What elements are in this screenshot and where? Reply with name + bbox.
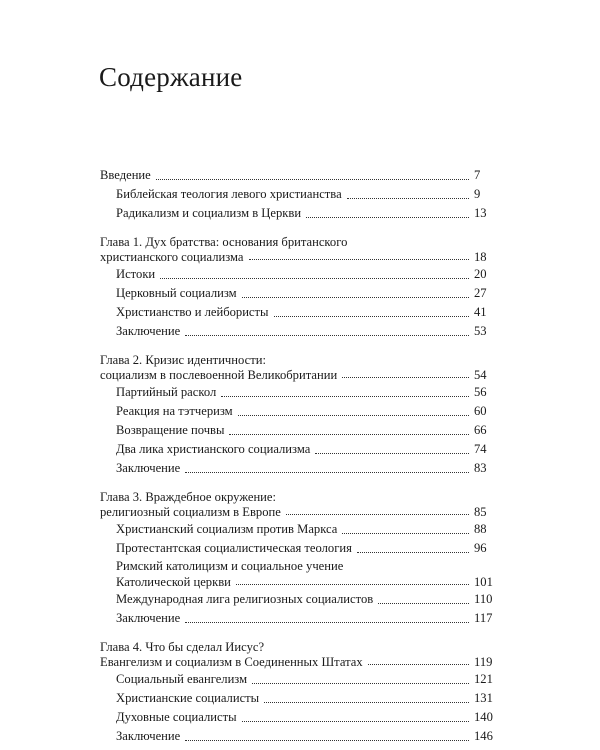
chapter-2-title-line-1: Глава 2. Кризис идентичности: — [100, 353, 266, 367]
toc-entry-label: христианского социализма — [100, 250, 244, 264]
toc-entry-label: Христианство и лейбористы — [116, 305, 269, 319]
toc-subentry[interactable] — [100, 204, 496, 223]
toc-page-number: 53 — [474, 324, 487, 338]
toc-page-number: 101 — [474, 575, 493, 589]
leader-dots — [274, 316, 470, 317]
toc-subentry[interactable] — [100, 520, 496, 539]
leader-dots — [185, 472, 469, 473]
leader-dots — [342, 533, 469, 534]
page-title: Содержание — [99, 62, 243, 92]
toc-entry-label: Христианский социализм против Маркса — [116, 522, 338, 536]
toc-entry-chapter-1[interactable] — [100, 250, 496, 265]
toc-entry-chapter-2[interactable] — [100, 368, 496, 383]
toc-subentry[interactable] — [100, 689, 496, 708]
toc-entry-label: Католической церкви — [116, 575, 231, 589]
leader-dots — [357, 552, 469, 553]
toc-entry-label: Социальный евангелизм — [116, 672, 248, 686]
leader-dots — [306, 217, 469, 218]
leader-dots — [221, 396, 469, 397]
toc-subentry[interactable] — [100, 265, 496, 284]
toc-subentry[interactable] — [100, 539, 496, 558]
toc-entry-label: Духовные социалисты — [116, 710, 237, 724]
toc-page-number: 83 — [474, 461, 487, 475]
toc-entry-chapter-4[interactable] — [100, 655, 496, 670]
toc-subentry-line-1: Римский католицизм и социальное учение — [116, 559, 344, 573]
toc-page-number: 60 — [474, 404, 487, 418]
leader-dots — [242, 297, 469, 298]
toc-page-number: 140 — [474, 710, 493, 724]
leader-dots — [264, 702, 469, 703]
toc-entry-label: Реакция на тэтчеризм — [116, 404, 233, 418]
toc-entry-label: Истоки — [116, 267, 156, 281]
toc-subentry[interactable] — [100, 575, 496, 590]
toc-subentry[interactable] — [100, 402, 496, 421]
table-of-contents — [100, 166, 496, 746]
toc-page-number: 27 — [474, 286, 487, 300]
leader-dots — [156, 179, 469, 180]
toc-entry-label: Возвращение почвы — [116, 423, 225, 437]
leader-dots — [236, 584, 469, 585]
chapter-4-title-line-1: Глава 4. Что бы сделал Иисус? — [100, 640, 265, 654]
leader-dots — [185, 740, 469, 741]
toc-subentry[interactable] — [100, 590, 496, 609]
leader-dots — [342, 377, 469, 378]
toc-subentry[interactable] — [100, 440, 496, 459]
toc-subentry[interactable] — [100, 284, 496, 303]
toc-entry-label: Радикализм и социализм в Церкви — [116, 206, 302, 220]
toc-subentry[interactable] — [100, 670, 496, 689]
toc-entry-label: Христианские социалисты — [116, 691, 260, 705]
toc-page-number: 119 — [474, 655, 493, 669]
leader-dots — [185, 335, 469, 336]
toc-subentry[interactable] — [100, 609, 496, 628]
toc-subentry[interactable] — [100, 383, 496, 402]
toc-entry-intro[interactable] — [100, 166, 496, 185]
toc-page-number: 74 — [474, 442, 487, 456]
leader-dots — [160, 278, 469, 279]
toc-entry-label: Заключение — [116, 611, 181, 625]
toc-page-number: 66 — [474, 423, 487, 437]
toc-subentry[interactable] — [100, 322, 496, 341]
toc-entry-label: Два лика христианского социализма — [116, 442, 311, 456]
toc-page-number: 20 — [474, 267, 487, 281]
leader-dots — [315, 453, 469, 454]
toc-subentry[interactable] — [100, 185, 496, 204]
toc-entry-label: Международная лига религиозных социалистов — [116, 592, 374, 606]
toc-entry-label: социализм в послевоенной Великобритании — [100, 368, 338, 382]
leader-dots — [249, 259, 469, 260]
chapter-3-title-line-1: Глава 3. Враждебное окружение: — [100, 490, 277, 504]
toc-page-number: 88 — [474, 522, 487, 536]
toc-page-number: 146 — [474, 729, 493, 743]
toc-page-number: 54 — [474, 368, 487, 382]
toc-subentry[interactable] — [100, 421, 496, 440]
toc-subentry[interactable] — [100, 727, 496, 746]
leader-dots — [347, 198, 469, 199]
toc-entry-label: Партийный раскол — [116, 385, 217, 399]
leader-dots — [242, 721, 469, 722]
toc-page-number: 7 — [474, 168, 481, 182]
toc-entry-label: Библейская теология левого христианства — [116, 187, 342, 201]
toc-subentry[interactable] — [100, 303, 496, 322]
leader-dots — [368, 664, 469, 665]
toc-entry-label: Евангелизм и социализм в Соединенных Штатах — [100, 655, 363, 669]
toc-page-number: 18 — [474, 250, 487, 264]
toc-page-number: 56 — [474, 385, 487, 399]
toc-page-number: 131 — [474, 691, 493, 705]
toc-entry-chapter-3[interactable] — [100, 505, 496, 520]
toc-entry-label: Заключение — [116, 324, 181, 338]
toc-entry-label: Заключение — [116, 461, 181, 475]
toc-entry-label: Протестантская социалистическая теология — [116, 541, 352, 555]
toc-entry-label: Церковный социализм — [116, 286, 237, 300]
leader-dots — [185, 622, 469, 623]
toc-entry-label: религиозный социализм в Европе — [100, 505, 281, 519]
toc-page-number: 9 — [474, 187, 481, 201]
chapter-1-title-line-1: Глава 1. Дух братства: основания британского — [100, 235, 348, 249]
toc-entry-label: Введение — [100, 168, 151, 182]
toc-subentry[interactable] — [100, 708, 496, 727]
toc-subentry[interactable] — [100, 459, 496, 478]
toc-page-number: 117 — [474, 611, 493, 625]
leader-dots — [252, 683, 469, 684]
leader-dots — [229, 434, 469, 435]
leader-dots — [238, 415, 469, 416]
leader-dots — [378, 603, 469, 604]
toc-page-number: 41 — [474, 305, 487, 319]
toc-page-number: 121 — [474, 672, 493, 686]
toc-page-number: 110 — [474, 592, 493, 606]
toc-page-number: 13 — [474, 206, 487, 220]
leader-dots — [286, 514, 469, 515]
toc-page-number: 85 — [474, 505, 487, 519]
toc-page-number: 96 — [474, 541, 487, 555]
toc-entry-label: Заключение — [116, 729, 181, 743]
